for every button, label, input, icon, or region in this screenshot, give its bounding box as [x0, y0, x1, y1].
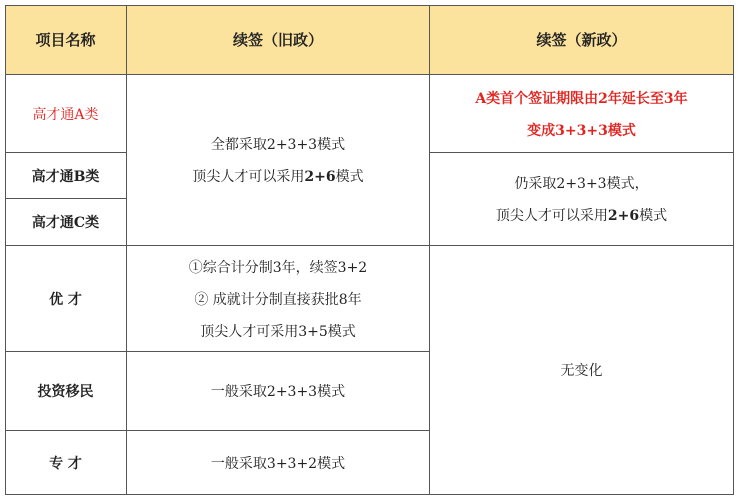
row-name-gct-b-label: 高才通B类: [31, 168, 100, 185]
old-zhuancai-text: 一般采取3+3+2模式: [210, 455, 346, 472]
row-name-youcai-label: 优 才: [49, 291, 82, 308]
row-name-touzi: [5, 352, 127, 431]
new-gct-a-line-2: 变成3+3+3模式: [527, 122, 636, 139]
old-youcai-line-3: 顶尖人才可采用3+5模式: [200, 323, 356, 340]
row-name-zhuancai-label: 专 才: [49, 455, 82, 472]
header-project-name: [5, 5, 127, 75]
row-name-gct-a: [5, 75, 127, 153]
row-name-zhuancai: [5, 431, 127, 495]
old-touzi-text: 一般采取2+3+3模式: [210, 384, 346, 400]
header-project-name-label: 项目名称: [35, 31, 96, 49]
row-name-touzi-label: 投资移民: [37, 384, 94, 400]
old-touzi-cell: [127, 352, 430, 431]
new-gct-a-cell: [430, 75, 734, 153]
header-renewal-old-label: 续签（旧政）: [232, 31, 323, 49]
old-youcai-line-1: ①综合计分制3年，续签3+2: [188, 259, 368, 276]
old-youcai-cell: [127, 246, 430, 352]
header-renewal-old: [127, 5, 430, 75]
new-gct-bc-cell: [430, 153, 734, 246]
header-renewal-new-label: 续签（新政）: [536, 31, 627, 49]
old-gct-line-2: 顶尖人才可以采用2+6模式: [192, 169, 364, 185]
old-zhuancai-cell: [127, 431, 430, 495]
new-gct-bc-line-2: 顶尖人才可以采用2+6模式: [495, 208, 668, 224]
row-name-gct-a-label: 高才通A类: [32, 106, 99, 123]
row-name-gct-b: [5, 153, 127, 199]
header-renewal-new: [430, 5, 734, 75]
row-name-youcai: [5, 246, 127, 352]
new-others-text: 无变化: [560, 363, 603, 379]
new-gct-a-line-1: A类首个签证期限由2年延长至3年: [475, 90, 688, 107]
row-name-gct-c: [5, 199, 127, 246]
new-gct-bc-line-1: 仍采取2+3+3模式，: [514, 176, 649, 192]
row-name-gct-c-label: 高才通C类: [31, 215, 100, 231]
old-gct-line-1: 全都采取2+3+3模式: [210, 137, 346, 153]
old-youcai-line-2: ② 成就计分制直接获批8年: [194, 291, 362, 308]
old-gct-cell: [127, 75, 430, 246]
new-others-cell: [430, 246, 734, 495]
